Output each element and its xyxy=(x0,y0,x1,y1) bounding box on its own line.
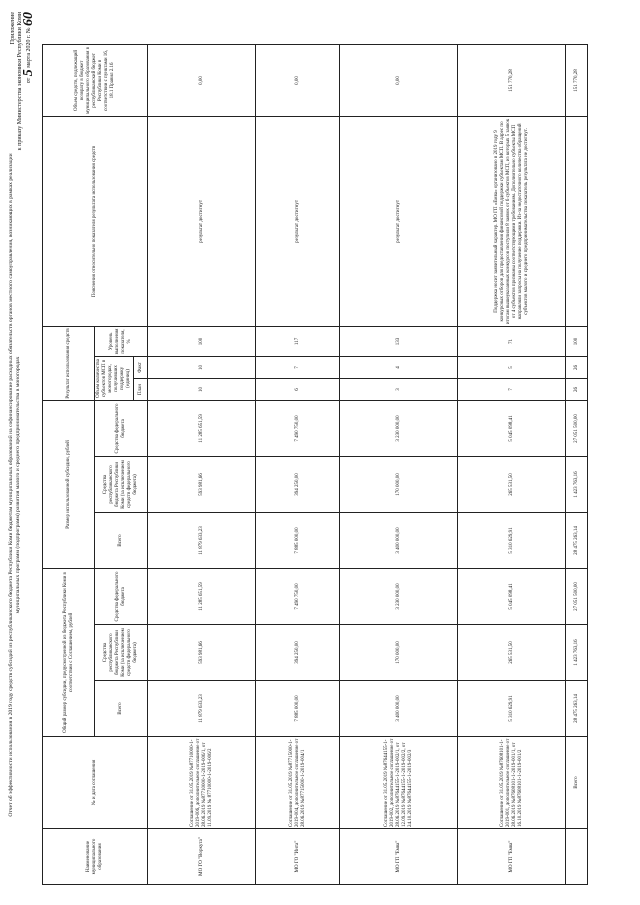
col-repay: Объем средств, подлежащий возврату в бюджет муниципального образования в республиканский бюджет Республики Коми в соответствии с пунктами 16, 18.1 Правил 2.16 xyxy=(43,44,148,116)
cell-mo: МО ГП "Емва" xyxy=(458,829,566,885)
cell-fed: 11 285 651,59 xyxy=(148,568,256,624)
cell-fed: 3 230 000,00 xyxy=(340,568,458,624)
col-rk: Средства республиканского бюджета Республики Коми (за исключением средств федерального бюджета) xyxy=(95,625,148,681)
col-plan: План xyxy=(134,378,148,400)
cell-pct: 100 xyxy=(566,326,588,356)
cell-explain: результат достигнут xyxy=(340,116,458,326)
cell-mo: МО ГП "Емва" xyxy=(340,829,458,885)
cell-total: 7 885 000,00 xyxy=(256,681,340,737)
col-used-rk: Средства республиканского бюджета Республики Коми (за исключением средств федерального бюджета) xyxy=(95,456,148,512)
cell-pct: 117 xyxy=(256,326,340,356)
cell-used-fed: 7 490 750,00 xyxy=(256,400,340,456)
table-row xyxy=(458,44,566,884)
cell-rk: 170 000,00 xyxy=(340,625,458,681)
cell-fact: 4 xyxy=(340,356,458,378)
cell-used-fed: 11 285 651,59 xyxy=(148,400,256,456)
col-result-group: Результат использования средств xyxy=(43,326,95,400)
cell-pct: 100 xyxy=(148,326,256,356)
cell-fact: 7 xyxy=(256,356,340,378)
cell-agreement: Соглашение от 31.05.2019 №87644155-1-2019-002, дополнительное соглашение от 28.06.2019 №87644155-1-2019-002/1, от 12.09.2019 №87644155-1-2019-002/2, от 24.10.2019 №87644155-1-2019-002/3 xyxy=(340,737,458,829)
cell-plan: 6 xyxy=(256,378,340,400)
col-agreement: № и дата соглашения xyxy=(43,737,148,829)
col-achievement: Уровень выполнения показателя, % xyxy=(95,326,148,356)
cell-total: 3 400 000,00 xyxy=(340,681,458,737)
cell-fed: 5 045 098,41 xyxy=(458,568,566,624)
cell-used-fed: 3 230 000,00 xyxy=(340,400,458,456)
cell-explain: Поддержка носит заявительный характер. МО ГП «Емва» организовано в 2019 году 9 конкурсных отборов для предоставления финансовой поддержки субъектам МСП. В адрес по итогам вышеуказанных конкурсов поступили 8 заявок от 6 субъектов МСП, из которых 5 заявок от 4 субъектов признаны соответствующими требованиям. Дополнительно субъекты МСП направляли запросы на получение поддержки. Из-за недостаточного количества обращений субъектов малого и среднего предпринимательства показатель результата не достигнут. xyxy=(458,116,566,326)
cell-total: 11 879 633,23 xyxy=(148,681,256,737)
cell-used-total: 7 885 000,00 xyxy=(256,512,340,568)
handwritten-day: 5 xyxy=(20,69,36,77)
report-title xyxy=(8,65,22,905)
cell-fed: 27 051 500,00 xyxy=(566,568,588,624)
attachment-line: к приказу Министерства экономики Республики Коми xyxy=(17,12,24,151)
cell-explain: результат достигнут xyxy=(256,116,340,326)
cell-used-rk: 593 981,66 xyxy=(148,456,256,512)
cell-agreement: Соглашение от 31.05.2019 №87715000-1-2019-004, дополнительное соглашение от 28.06.2019 №87715000-1-2019-004/1 xyxy=(256,737,340,829)
cell-pct: 133 xyxy=(340,326,458,356)
cell-used-rk: 170 000,00 xyxy=(340,456,458,512)
col-mo-name: Наименование муниципального образования xyxy=(43,829,148,885)
col-used-group: Размер использованной субсидии, рублей xyxy=(43,400,95,568)
cell-agreement: Соглашение от 31.05.2019 №87608101-1-2019-001, дополнительное соглашение от 28.06.2019 №87608101-1-2019-001/1, от 16.10.2019 №87608101-1-2019-001/2 xyxy=(458,737,566,829)
cell-total-label: Всего xyxy=(566,737,588,829)
cell-fed: 7 490 750,00 xyxy=(256,568,340,624)
col-total: Всего xyxy=(95,681,148,737)
cell-fact: 10 xyxy=(148,356,256,378)
cell-explain xyxy=(566,116,588,326)
cell-used-rk: 265 531,50 xyxy=(458,456,566,512)
report-title-line: муниципальных программ (подпрограмм) развития малого и среднего предпринимательства в моногородах xyxy=(15,356,21,614)
header-row xyxy=(43,44,95,884)
cell-rk: 394 250,00 xyxy=(256,625,340,681)
cell-repay: 0,00 xyxy=(340,44,458,116)
cell-total: 5 310 629,91 xyxy=(458,681,566,737)
cell-plan: 3 xyxy=(340,378,458,400)
col-used-fed: Средства федерального бюджета xyxy=(95,400,148,456)
cell-plan: 10 xyxy=(148,378,256,400)
cell-fact: 26 xyxy=(566,356,588,378)
table-row xyxy=(256,44,340,884)
cell-used-rk: 394 250,00 xyxy=(256,456,340,512)
total-row xyxy=(566,44,588,884)
cell-repay: 151 770,28 xyxy=(458,44,566,116)
col-explain: Пояснения относительно показателя результата использования средств xyxy=(43,116,148,326)
cell-total: 28 475 263,14 xyxy=(566,681,588,737)
cell-repay: 0,00 xyxy=(148,44,256,116)
cell-used-total: 5 310 629,91 xyxy=(458,512,566,568)
cell-plan: 7 xyxy=(458,378,566,400)
cell-used-total: 11 879 633,23 xyxy=(148,512,256,568)
cell-used-rk: 1 423 763,16 xyxy=(566,456,588,512)
report-title-line: Отчет об эффективности использования в 2019 году средств субсидий из республиканского бюджета Республики Коми бюджетам муниципальных образований на софинансирование расходных обязательств органов местного самоуправления, возникающих в рамках реализации xyxy=(8,153,14,817)
cell-fact: 5 xyxy=(458,356,566,378)
cell-used-total: 3 400 000,00 xyxy=(340,512,458,568)
cell-explain: результат достигнут xyxy=(148,116,256,326)
col-used-total: Всего xyxy=(95,512,148,568)
cell-rk: 265 531,50 xyxy=(458,625,566,681)
col-fed: Средства федерального бюджета xyxy=(95,568,148,624)
cell-used-total: 28 475 263,14 xyxy=(566,512,588,568)
cell-mo: МО ГО "Инта" xyxy=(256,829,340,885)
cell-plan: 26 xyxy=(566,378,588,400)
col-indicator: Объем количества субъектов МСП в моногородах, получивших поддержку (единиц) xyxy=(95,356,134,400)
cell-repay: 151 770,28 xyxy=(566,44,588,116)
report-table xyxy=(42,44,588,885)
cell-used-fed: 5 045 098,41 xyxy=(458,400,566,456)
col-total-group: Общий размер субсидии, предусмотренной из бюджета Республики Коми в соответствии с Соглашением, рублей xyxy=(43,568,95,736)
attachment-line: от 5 марта 2020 г. № 60 xyxy=(20,12,36,84)
cell-pct: 71 xyxy=(458,326,566,356)
table-row xyxy=(340,44,458,884)
handwritten-number: 60 xyxy=(20,12,36,26)
cell-used-fed: 27 051 500,00 xyxy=(566,400,588,456)
table-row xyxy=(148,44,256,884)
col-fact: Факт xyxy=(134,356,148,378)
cell-repay: 0,00 xyxy=(256,44,340,116)
cell-rk: 593 981,66 xyxy=(148,625,256,681)
cell-mo xyxy=(566,829,588,885)
cell-agreement: Соглашение от 31.05.2019 №87710000-1-2019-006, дополнительное соглашение от 28.06.2019 №87710000-1-2019-006/1, от 11.09.2019 № 87710000-1-2019-006/2 xyxy=(148,737,256,829)
cell-rk: 1 423 763,16 xyxy=(566,625,588,681)
cell-mo: МО ГО "Воркута" xyxy=(148,829,256,885)
attachment-line: Приложение xyxy=(10,12,16,45)
